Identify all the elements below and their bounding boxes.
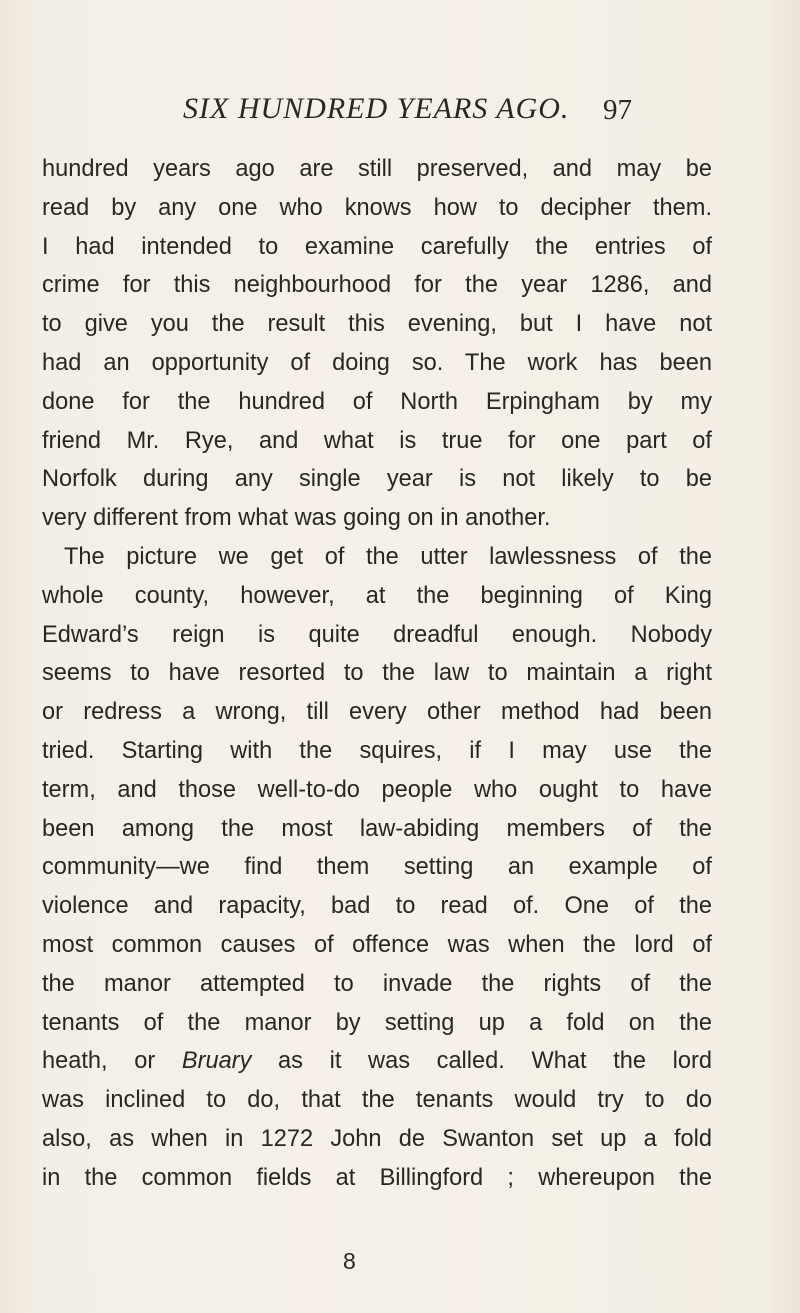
text-line: also, as when in 1272 John de Swanton set up a fold bbox=[42, 1125, 712, 1152]
text-line: or redress a wrong, till every other method had been bbox=[42, 699, 712, 726]
text-line: been among the most law-abiding members of the bbox=[42, 815, 712, 842]
text-line: most common causes of offence was when the lord of bbox=[42, 931, 712, 958]
text-line: violence and rapacity, bad to read of. One of the bbox=[42, 893, 712, 920]
text-line: in the common fields at Billingford ; whereupon the bbox=[42, 1164, 712, 1191]
text-fragment: as it was called. What the lord bbox=[251, 1048, 712, 1075]
running-head: SIX HUNDRED YEARS AGO. bbox=[183, 92, 570, 125]
text-line: very different from what was going on in another. bbox=[42, 505, 551, 532]
text-line bbox=[42, 1042, 712, 1081]
italic-term: Bruary bbox=[181, 1048, 252, 1075]
text-line: seems to have resorted to the law to maintain a right bbox=[42, 660, 712, 687]
text-line: friend Mr. Rye, and what is true for one part of bbox=[42, 427, 712, 454]
text-line: Edward’s reign is quite dreadful enough. Nobody bbox=[42, 621, 712, 648]
text-line: hundred years ago are still preserved, and may be bbox=[42, 156, 712, 182]
text-fragment: heath, or bbox=[42, 1048, 182, 1075]
signature-mark: 8 bbox=[343, 1248, 356, 1274]
text-line: term, and those well-to-do people who ought to have bbox=[42, 776, 712, 803]
text-line: done for the hundred of North Erpingham by my bbox=[42, 388, 712, 415]
text-line: crime for this neighbourhood for the year 1286, and bbox=[42, 272, 712, 299]
text-line: read by any one who knows how to decipher them. bbox=[42, 194, 712, 221]
text-line: the manor attempted to invade the rights of the bbox=[42, 970, 712, 997]
text-line: community—we find them setting an example of bbox=[42, 854, 712, 881]
text-line: tenants of the manor by setting up a fold on the bbox=[42, 1009, 712, 1036]
text-line: Norfolk during any single year is not likely to be bbox=[42, 466, 712, 493]
page-number: 97 bbox=[603, 94, 632, 126]
body-text bbox=[42, 150, 712, 1198]
text-line: to give you the result this evening, but I have not bbox=[42, 311, 712, 338]
text-line: tried. Starting with the squires, if I may use the bbox=[42, 737, 712, 764]
text-line: I had intended to examine carefully the entries of bbox=[42, 233, 712, 260]
text-line: was inclined to do, that the tenants would try to do bbox=[42, 1087, 712, 1114]
text-line: whole county, however, at the beginning of King bbox=[42, 582, 712, 609]
text-line: The picture we get of the utter lawlessness of the bbox=[64, 543, 712, 570]
page-header bbox=[0, 92, 800, 132]
text-line: had an opportunity of doing so. The work has been bbox=[42, 349, 712, 376]
